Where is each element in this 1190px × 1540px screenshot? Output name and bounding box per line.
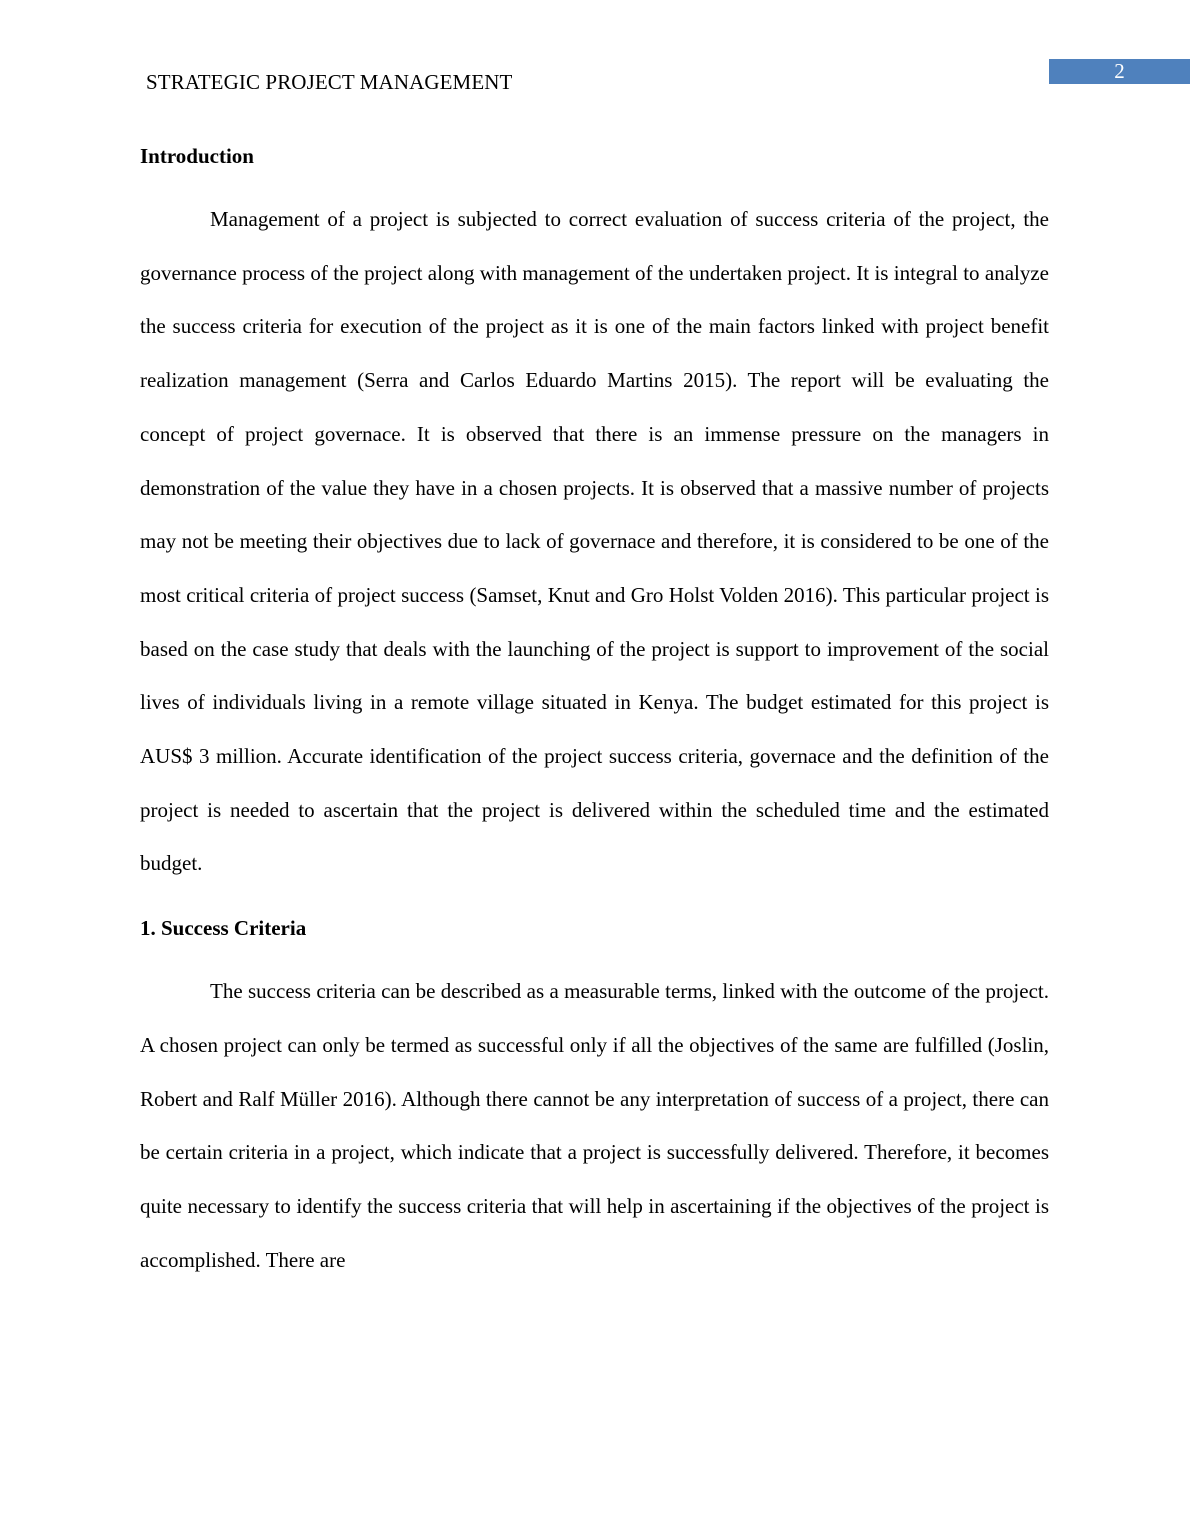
section-heading-success-criteria: 1. Success Criteria — [140, 916, 307, 941]
running-head: STRATEGIC PROJECT MANAGEMENT — [146, 70, 513, 94]
section-heading-introduction: Introduction — [140, 144, 254, 168]
document-body — [140, 138, 1049, 1287]
page-number-badge: 2 — [1049, 59, 1190, 84]
success-criteria-paragraph: The success criteria can be described as a measurable terms, linked with the outcome of the project. A chosen project can only be termed as successful only if all the objectives of the same are fulfilled (Joslin, Robert and Ralf Müller 2016). Although there cannot be any interpretation of success of a project, there can be certain criteria in a project, which indicate that a project is successfully delivered. Therefore, it becomes quite necessary to identify the success criteria that will help in ascertaining if the objectives of the project is accomplished. There are — [140, 979, 1049, 1272]
introduction-paragraph: Management of a project is subjected to correct evaluation of success criteria of the project, the governance process of the project along with management of the undertaken project. It is integral to analyze the success criteria for execution of the project as it is one of the main factors linked with project benefit realization management (Serra and Carlos Eduardo Martins 2015). The report will be evaluating the concept of project governace. It is observed that there is an immense pressure on the managers in demonstration of the value they have in a chosen projects. It is observed that a massive number of projects may not be meeting their objectives due to lack of governace and therefore, it is considered to be one of the most critical criteria of project success (Samset, Knut and Gro Holst Volden 2016). This particular project is based on the case study that deals with the launching of the project is support to improvement of the social lives of individuals living in a remote village situated in Kenya. The budget estimated for this project is AUS$ 3 million. Accurate identification of the project success criteria, governace and the definition of the project is needed to ascertain that the project is delivered within the scheduled time and the estimated budget. — [140, 207, 1049, 876]
